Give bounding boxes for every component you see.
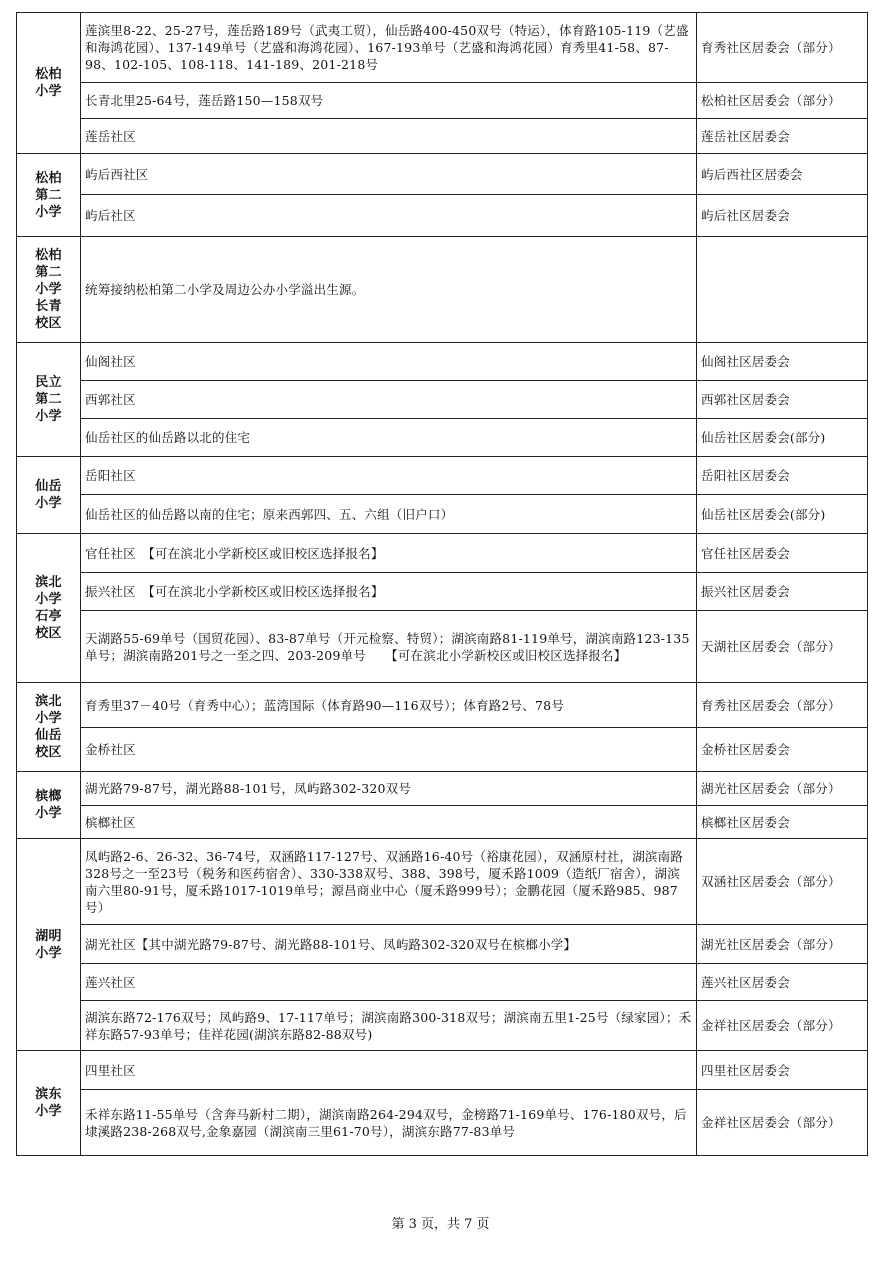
school-name: 松柏小学 bbox=[35, 67, 62, 99]
table-row bbox=[17, 237, 868, 343]
school-name-cell bbox=[17, 1051, 81, 1156]
table-row bbox=[17, 573, 868, 611]
table-row bbox=[17, 964, 868, 1001]
area-cell: 凤屿路2-6、26-32、36-74号，双涵路117-127号、双涵路16-40号（裕康花园），双涵原村社，湖滨南路328号之一至23号（税务和医药宿舍）、330-338双号、388、398号，厦禾路1009（造纸厂宿舍），湖滨南六里80-91号，厦禾路1017-1019单号；源昌商业中心（厦禾路999号）；金鹏花园（厦禾路985、987号） bbox=[81, 839, 697, 925]
area-cell: 湖光社区【其中湖光路79-87号、湖光路88-101号、凤屿路302-320双号在槟榔小学】 bbox=[81, 925, 697, 964]
table-row bbox=[17, 343, 868, 381]
table-row bbox=[17, 195, 868, 237]
committee-cell: 振兴社区居委会 bbox=[697, 573, 868, 611]
page-footer: 第 3 页，共 7 页 bbox=[391, 1217, 490, 1232]
table-row bbox=[17, 13, 868, 83]
committee-cell: 屿后西社区居委会 bbox=[697, 154, 868, 195]
committee-cell: 仙岳社区居委会(部分) bbox=[697, 495, 868, 534]
committee-cell: 莲兴社区居委会 bbox=[697, 964, 868, 1001]
table-row bbox=[17, 806, 868, 839]
area-cell: 屿后西社区 bbox=[81, 154, 697, 195]
table-row bbox=[17, 1001, 868, 1051]
area-cell: 振兴社区 【可在滨北小学新校区或旧校区选择报名】 bbox=[81, 573, 697, 611]
table-row bbox=[17, 728, 868, 772]
committee-cell: 西郭社区居委会 bbox=[697, 381, 868, 419]
committee-cell: 岳阳社区居委会 bbox=[697, 457, 868, 495]
school-name-cell bbox=[17, 683, 81, 772]
committee-cell: 屿后社区居委会 bbox=[697, 195, 868, 237]
school-name-cell bbox=[17, 154, 81, 237]
school-name: 松柏第二小学 bbox=[35, 170, 62, 220]
table-row bbox=[17, 1090, 868, 1156]
area-cell: 天湖路55-69单号（国贸花园）、83-87单号（开元检察、特贸）；湖滨南路81-119单号，湖滨南路123-135单号；湖滨南路201号之一至之四、203-209单号 【可在滨北小学新校区或旧校区选择报名】 bbox=[81, 611, 697, 683]
school-name: 湖明小学 bbox=[35, 928, 62, 961]
table-row bbox=[17, 683, 868, 728]
committee-cell: 四里社区居委会 bbox=[697, 1051, 868, 1090]
committee-cell: 金祥社区居委会（部分） bbox=[697, 1090, 868, 1156]
school-name-cell bbox=[17, 534, 81, 683]
area-cell: 长青北里25-64号，莲岳路150—158双号 bbox=[81, 83, 697, 119]
table-row bbox=[17, 419, 868, 457]
school-name: 仙岳小学 bbox=[35, 479, 62, 511]
school-name-cell bbox=[17, 772, 81, 839]
area-cell: 四里社区 bbox=[81, 1051, 697, 1090]
committee-cell: 天湖社区居委会（部分） bbox=[697, 611, 868, 683]
table-row bbox=[17, 839, 868, 925]
table-row bbox=[17, 772, 868, 806]
committee-cell bbox=[697, 237, 868, 343]
area-cell: 屿后社区 bbox=[81, 195, 697, 237]
table-row bbox=[17, 495, 868, 534]
school-district-table bbox=[16, 12, 868, 1156]
area-cell: 仙岳社区的仙岳路以南的住宅；原来西郭四、五、六组（旧户口） bbox=[81, 495, 697, 534]
school-name: 槟榔小学 bbox=[35, 789, 62, 821]
area-cell: 莲兴社区 bbox=[81, 964, 697, 1001]
table-row bbox=[17, 457, 868, 495]
area-cell: 岳阳社区 bbox=[81, 457, 697, 495]
committee-cell: 仙阁社区居委会 bbox=[697, 343, 868, 381]
area-cell: 金桥社区 bbox=[81, 728, 697, 772]
school-name-cell bbox=[17, 13, 81, 154]
committee-cell: 松柏社区居委会（部分） bbox=[697, 83, 868, 119]
school-name-cell bbox=[17, 839, 81, 1051]
area-cell: 仙岳社区的仙岳路以北的住宅 bbox=[81, 419, 697, 457]
table-row bbox=[17, 154, 868, 195]
school-name: 滨东小学 bbox=[35, 1087, 62, 1119]
area-cell: 统筹接纳松柏第二小学及周边公办小学溢出生源。 bbox=[81, 237, 697, 343]
school-name: 滨北小学仙岳校区 bbox=[35, 694, 62, 760]
area-cell: 官任社区 【可在滨北小学新校区或旧校区选择报名】 bbox=[81, 534, 697, 573]
area-cell: 仙阁社区 bbox=[81, 343, 697, 381]
committee-cell: 莲岳社区居委会 bbox=[697, 119, 868, 154]
committee-cell: 湖光社区居委会（部分） bbox=[697, 772, 868, 806]
area-cell: 西郭社区 bbox=[81, 381, 697, 419]
enrollment-table-page bbox=[16, 12, 867, 1156]
committee-cell: 仙岳社区居委会(部分) bbox=[697, 419, 868, 457]
committee-cell: 金祥社区居委会（部分） bbox=[697, 1001, 868, 1051]
area-cell: 禾祥东路11-55单号（含奔马新村二期），湖滨南路264-294双号，金榜路71-169单号、176-180双号，后埭溪路238-268双号,金象嘉园（湖滨南三里61-70号），湖滨东路77-83单号 bbox=[81, 1090, 697, 1156]
committee-cell: 育秀社区居委会（部分） bbox=[697, 683, 868, 728]
area-cell: 育秀里37－40号（育秀中心）；蓝湾国际（体育路90—116双号）；体育路2号、78号 bbox=[81, 683, 697, 728]
table-row bbox=[17, 1051, 868, 1090]
table-row bbox=[17, 611, 868, 683]
table-row bbox=[17, 925, 868, 964]
area-cell: 槟榔社区 bbox=[81, 806, 697, 839]
area-cell: 莲岳社区 bbox=[81, 119, 697, 154]
area-cell: 湖滨东路72-176双号；凤屿路9、17-117单号；湖滨南路300-318双号；湖滨南五里1-25号（绿家园）；禾祥东路57-93单号；佳祥花园(湖滨东路82-88双号) bbox=[81, 1001, 697, 1051]
committee-cell: 官任社区居委会 bbox=[697, 534, 868, 573]
area-cell: 莲滨里8-22、25-27号，莲岳路189号（武夷工贸），仙岳路400-450双号（特运），体育路105-119（艺盛和海鸿花园）、137-149单号（艺盛和海鸿花园）、167-193单号（艺盛和海鸿花园）育秀里41-58、87-98、102-105、108-118、141-189、201-218号 bbox=[81, 13, 697, 83]
school-name: 松柏第二小学长青校区 bbox=[35, 248, 62, 331]
table-row bbox=[17, 83, 868, 119]
school-name: 滨北小学石亭校区 bbox=[35, 575, 62, 641]
school-name: 民立第二小学 bbox=[35, 375, 62, 424]
table-row bbox=[17, 534, 868, 573]
table-row bbox=[17, 381, 868, 419]
area-cell: 湖光路79-87号，湖光路88-101号，凤屿路302-320双号 bbox=[81, 772, 697, 806]
school-name-cell bbox=[17, 343, 81, 457]
school-name-cell bbox=[17, 237, 81, 343]
committee-cell: 金桥社区居委会 bbox=[697, 728, 868, 772]
school-name-cell bbox=[17, 457, 81, 534]
table-row bbox=[17, 119, 868, 154]
committee-cell: 育秀社区居委会（部分） bbox=[697, 13, 868, 83]
committee-cell: 湖光社区居委会（部分） bbox=[697, 925, 868, 964]
committee-cell: 双涵社区居委会（部分） bbox=[697, 839, 868, 925]
committee-cell: 槟榔社区居委会 bbox=[697, 806, 868, 839]
